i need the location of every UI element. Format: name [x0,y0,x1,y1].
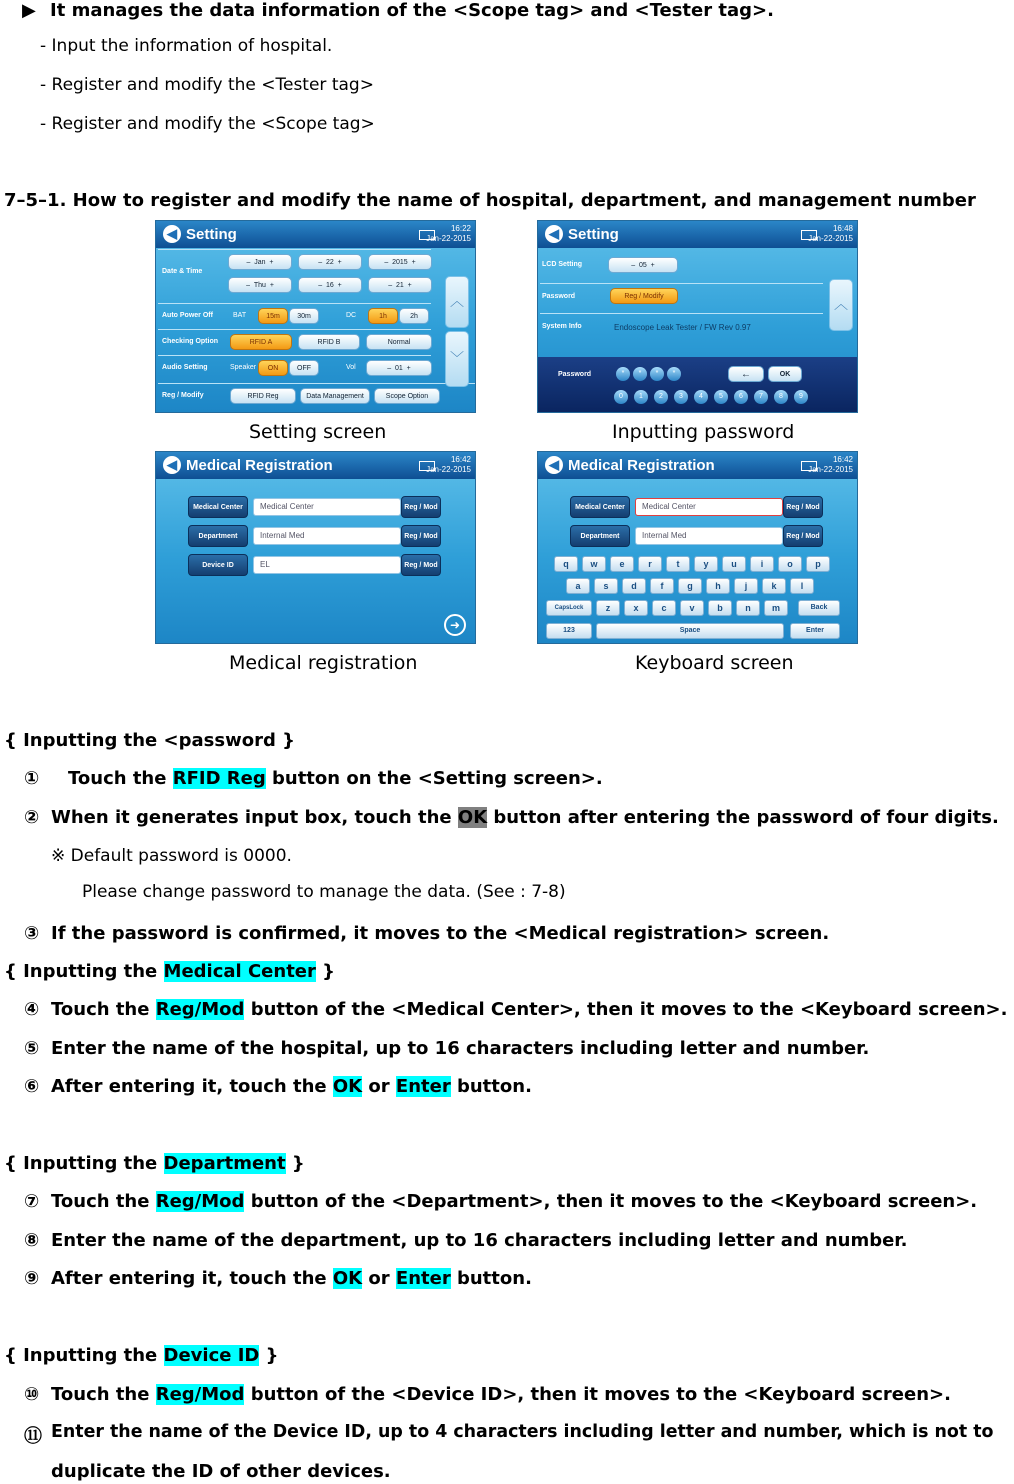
step-5-number: ⑤ [24,1038,40,1059]
intro-line-1: - Input the information of hospital. [40,36,333,56]
rfid-a-button[interactable]: RFID A [230,334,292,350]
department-reg-mod-button[interactable]: Reg / Mod [401,525,441,547]
step-7-number: ⑦ [24,1191,40,1212]
medical-title: Medical Registration [186,457,333,474]
step-11-line-1: Enter the name of the Device ID, up to 4 characters including letter and number, which is not to [51,1422,994,1442]
month-stepper[interactable]: – Jan + [228,254,292,270]
setting-screen [155,220,476,413]
ok-button[interactable]: OK [768,366,802,382]
password-label: Password [542,293,576,300]
department-field[interactable]: Internal Med [253,527,401,545]
digit-0-button[interactable]: 0 [614,390,628,404]
step-7: Touch the Reg/Mod button of the <Department>, then it moves to the <Keyboard screen>. [51,1191,978,1212]
key-j[interactable]: j [734,578,758,594]
scope-option-button[interactable]: Scope Option [374,388,440,404]
password-title: Setting [568,226,619,243]
note-default-password: ※ Default password is 0000. [51,846,292,866]
keyboard-screen [537,451,858,644]
medical-center-field[interactable]: Medical Center [635,498,783,516]
back-key[interactable]: Back [798,600,840,616]
key-t[interactable]: t [666,556,690,572]
auto-power-label: Auto Power Off [162,312,213,319]
weekday-stepper[interactable]: – Thu + [228,277,292,293]
lcd-label: LCD Setting [542,261,583,268]
digit-9-button[interactable]: 9 [794,390,808,404]
checking-option-row [158,329,431,352]
keyboard-title-bar [538,452,857,479]
scroll-down-icon[interactable]: ﹀ [445,331,469,387]
device-id-label: Device ID [188,554,248,576]
step-4: Touch the Reg/Mod button of the <Medical Center>, then it moves to the <Keyboard screen>. [51,999,1008,1020]
intro-marker: ▶ [22,0,36,21]
system-info-row [540,313,823,340]
step-4-number: ④ [24,999,40,1020]
password-entry-panel [538,357,857,412]
step-1: Touch the RFID Reg button on the <Setting screen>. [68,768,603,789]
scroll-up-icon[interactable]: ︿ [445,276,469,328]
lcd-stepper[interactable]: – 05 + [608,257,678,273]
key-z[interactable]: z [596,600,620,616]
password-header: { Inputting the <password } [4,730,295,751]
hour-stepper[interactable]: – 16 + [298,277,362,293]
medical-center-reg-mod-button[interactable]: Reg / Mod [783,496,823,518]
key-u[interactable]: u [722,556,746,572]
setting-datetime: 16:22 Jan-22-2015 [426,224,471,243]
medical-center-field[interactable]: Medical Center [253,498,401,516]
step-2: When it generates input box, touch the OK button after entering the password of four digits. [51,807,999,828]
lcd-row [540,251,823,277]
key-h[interactable]: h [706,578,730,594]
step-6-number: ⑥ [24,1076,40,1097]
setting-title: Setting [186,226,237,243]
key-e[interactable]: e [610,556,634,572]
caption-medical: Medical registration [229,652,418,674]
digit-3-button[interactable]: 3 [674,390,688,404]
key-b[interactable]: b [708,600,732,616]
rfid-b-button[interactable]: RFID B [298,334,360,350]
password-screen [537,220,858,413]
department-header: { Inputting the Department } [4,1153,305,1174]
password-title-bar [538,221,857,248]
key-x[interactable]: x [624,600,648,616]
device-id-field[interactable]: EL [253,556,401,574]
step-3: If the password is confirmed, it moves to the <Medical registration> screen. [51,923,830,944]
medical-center-header: { Inputting the Medical Center } [4,961,335,982]
key-q[interactable]: q [554,556,578,572]
step-11-line-2: duplicate the ID of other devices. [51,1461,391,1482]
digit-6-button[interactable]: 6 [734,390,748,404]
speaker-label: Speaker [230,364,257,371]
key-d[interactable]: d [622,578,646,594]
dc-label: DC [346,312,357,319]
device-id-reg-mod-button[interactable]: Reg / Mod [401,554,441,576]
back-arrow-icon[interactable]: ◀ [163,225,181,243]
password-mask-1: * [616,367,630,381]
bat-label: BAT [233,312,247,319]
digit-7-button[interactable]: 7 [754,390,768,404]
back-arrow-icon[interactable]: ◀ [545,225,563,243]
caption-password: Inputting password [612,421,795,443]
year-stepper[interactable]: – 2015 + [368,254,432,270]
key-f[interactable]: f [650,578,674,594]
caption-setting: Setting screen [249,421,387,443]
bat-15m-button[interactable]: 15m [258,308,288,324]
dc-1h-button[interactable]: 1h [368,308,398,324]
number-key[interactable]: 123 [546,623,592,639]
scroll-up-icon[interactable]: ︿ [829,279,853,331]
step-11-number: ⑪ [24,1426,42,1447]
digit-5-button[interactable]: 5 [714,390,728,404]
normal-button[interactable]: Normal [366,334,432,350]
password-mask-4: * [667,367,681,381]
date-time-row [158,249,431,300]
caption-keyboard: Keyboard screen [635,652,794,674]
step-6: After entering it, touch the OK or Enter button. [51,1076,532,1097]
setting-title-bar [156,221,475,248]
key-s[interactable]: s [594,578,618,594]
digit-1-button[interactable]: 1 [634,390,648,404]
step-9-number: ⑨ [24,1268,40,1289]
speaker-off-button[interactable]: OFF [289,360,319,376]
medical-title-bar [156,452,475,479]
capslock-key[interactable]: CapsLock [546,600,592,616]
back-arrow-icon[interactable]: ◀ [545,456,563,474]
key-a[interactable]: a [566,578,590,594]
key-m[interactable]: m [764,600,788,616]
enter-key[interactable]: Enter [790,623,840,639]
intro-line-2: - Register and modify the <Tester tag> [40,75,374,95]
medical-center-label: Medical Center [188,496,248,518]
audio-setting-row [158,355,431,378]
auto-power-row [158,303,431,326]
data-management-button[interactable]: Data Management [300,388,370,404]
department-label: Department [188,525,248,547]
step-5: Enter the name of the hospital, up to 16 characters including letter and number. [51,1038,870,1059]
bat-30m-button[interactable]: 30m [289,308,319,324]
medical-center-label: Medical Center [570,496,630,518]
step-2-number: ② [24,807,40,828]
step-8: Enter the name of the department, up to 16 characters including letter and number. [51,1230,908,1251]
key-i[interactable]: i [750,556,774,572]
reg-modify-label: Reg / Modify [162,392,204,399]
rfid-reg-button[interactable]: RFID Reg [230,388,296,404]
key-l[interactable]: l [790,578,814,594]
step-8-number: ⑧ [24,1230,40,1251]
digit-2-button[interactable]: 2 [654,390,668,404]
back-arrow-icon[interactable]: ◀ [163,456,181,474]
key-r[interactable]: r [638,556,662,572]
medical-datetime: 16:42 Jan-22-2015 [426,455,471,474]
keyboard-datetime: 16:42 Jan-22-2015 [808,455,853,474]
reg-modify-row [158,383,475,406]
password-datetime: 16:48 Jan-22-2015 [808,224,853,243]
intro-line-3: - Register and modify the <Scope tag> [40,114,375,134]
minute-stepper[interactable]: – 21 + [368,277,432,293]
system-info-value: Endoscope Leak Tester / FW Rev 0.97 [614,323,751,332]
dc-2h-button[interactable]: 2h [399,308,429,324]
date-time-label: Date & Time [162,268,203,275]
section-title: 7–5–1. How to register and modify the name of hospital, department, and management number [4,190,976,211]
key-p[interactable]: p [806,556,830,572]
step-9: After entering it, touch the OK or Enter button. [51,1268,532,1289]
system-info-label: System Info [542,323,582,330]
step-1-number: ① [24,768,40,789]
password-mask-3: * [650,367,664,381]
key-c[interactable]: c [652,600,676,616]
department-field[interactable]: Internal Med [635,527,783,545]
space-key[interactable]: Space [596,623,784,639]
medical-center-reg-mod-button[interactable]: Reg / Mod [401,496,441,518]
vol-label: Vol [346,364,356,371]
key-k[interactable]: k [762,578,786,594]
next-arrow-icon[interactable]: ➜ [444,614,466,636]
note-change-password: Please change password to manage the data. (See : 7-8) [82,882,566,902]
department-reg-mod-button[interactable]: Reg / Mod [783,525,823,547]
digit-8-button[interactable]: 8 [774,390,788,404]
key-n[interactable]: n [736,600,760,616]
reg-modify-password-button[interactable]: Reg / Modify [610,288,678,304]
password-mask-2: * [633,367,647,381]
checking-option-label: Checking Option [162,338,218,345]
step-3-number: ③ [24,923,40,944]
backspace-button[interactable]: ← [728,366,764,382]
volume-stepper[interactable]: – 01 + [366,360,432,376]
key-w[interactable]: w [582,556,606,572]
department-label: Department [570,525,630,547]
medical-registration-screen [155,451,476,644]
device-id-header: { Inputting the Device ID } [4,1345,279,1366]
key-y[interactable]: y [694,556,718,572]
audio-setting-label: Audio Setting [162,364,208,371]
key-o[interactable]: o [778,556,802,572]
key-g[interactable]: g [678,578,702,594]
step-10-number: ⑩ [24,1384,40,1405]
password-row [540,283,823,310]
password-entry-label: Password [558,371,592,378]
day-stepper[interactable]: – 22 + [298,254,362,270]
intro-heading: It manages the data information of the <Scope tag> and <Tester tag>. [50,0,774,21]
key-v[interactable]: v [680,600,704,616]
speaker-on-button[interactable]: ON [258,360,288,376]
step-10: Touch the Reg/Mod button of the <Device ID>, then it moves to the <Keyboard screen>. [51,1384,951,1405]
digit-4-button[interactable]: 4 [694,390,708,404]
keyboard-title: Medical Registration [568,457,715,474]
